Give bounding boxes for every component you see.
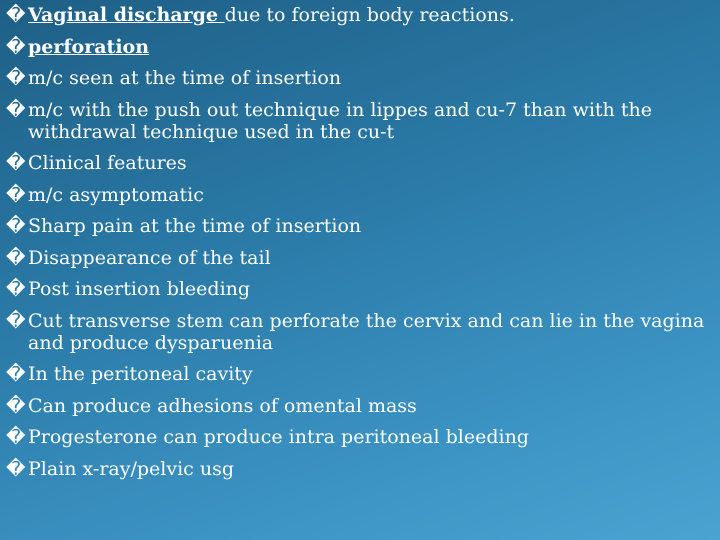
bullet-text: m/c with the push out technique in lippes and cu-7 than with the withdrawal technique used in the cu-t <box>28 98 652 143</box>
bullet-list <box>6 4 714 489</box>
bullet-item <box>6 363 714 385</box>
bullet-item <box>6 152 714 174</box>
bullet-text: m/c seen at the time of insertion <box>28 67 342 89</box>
bullet-text: m/c asymptomatic <box>28 183 204 206</box>
bullet-item <box>6 184 714 206</box>
bullet-item-vaginal-discharge <box>6 4 714 26</box>
bullet-text: Sharp pain at the time of insertion <box>28 215 362 237</box>
bullet-text: In the peritoneal cavity <box>28 363 253 385</box>
bullet-icon: � <box>6 4 26 26</box>
bullet-text: Cut transverse stem can perforate the cervix and can lie in the vagina and produce dysparuenia <box>28 309 705 354</box>
bullet-lead: Vaginal discharge <box>28 4 225 26</box>
bullet-icon: � <box>6 98 26 121</box>
bullet-item <box>6 278 714 300</box>
bullet-lead: perforation <box>28 35 150 58</box>
bullet-icon: � <box>6 215 26 237</box>
bullet-item <box>6 395 714 417</box>
bullet-icon: � <box>6 394 26 417</box>
bullet-icon: � <box>6 246 26 269</box>
bullet-text: Can produce adhesions of omental mass <box>28 394 417 417</box>
bullet-text: due to foreign body reactions. <box>224 4 515 26</box>
bullet-text: Post insertion bleeding <box>28 278 251 300</box>
bullet-item <box>6 247 714 269</box>
bullet-icon: � <box>6 278 26 300</box>
bullet-item <box>6 426 714 448</box>
bullet-icon: � <box>6 35 26 58</box>
bullet-item-perforation <box>6 36 714 58</box>
bullet-text: Progesterone can produce intra peritoneal bleeding <box>28 426 529 448</box>
bullet-icon: � <box>6 183 26 206</box>
bullet-text: Disappearance of the tail <box>28 246 271 269</box>
bullet-icon: � <box>6 309 26 332</box>
bullet-item <box>6 99 714 143</box>
bullet-icon: � <box>6 152 26 174</box>
bullet-item <box>6 215 714 237</box>
bullet-icon: � <box>6 363 26 385</box>
bullet-item <box>6 458 714 480</box>
bullet-text: Clinical features <box>28 152 187 174</box>
bullet-icon: � <box>6 457 26 480</box>
bullet-icon: � <box>6 426 26 448</box>
bullet-icon: � <box>6 67 26 89</box>
bullet-item <box>6 67 714 89</box>
bullet-item <box>6 310 714 354</box>
bullet-text: Plain x-ray/pelvic usg <box>28 457 235 480</box>
